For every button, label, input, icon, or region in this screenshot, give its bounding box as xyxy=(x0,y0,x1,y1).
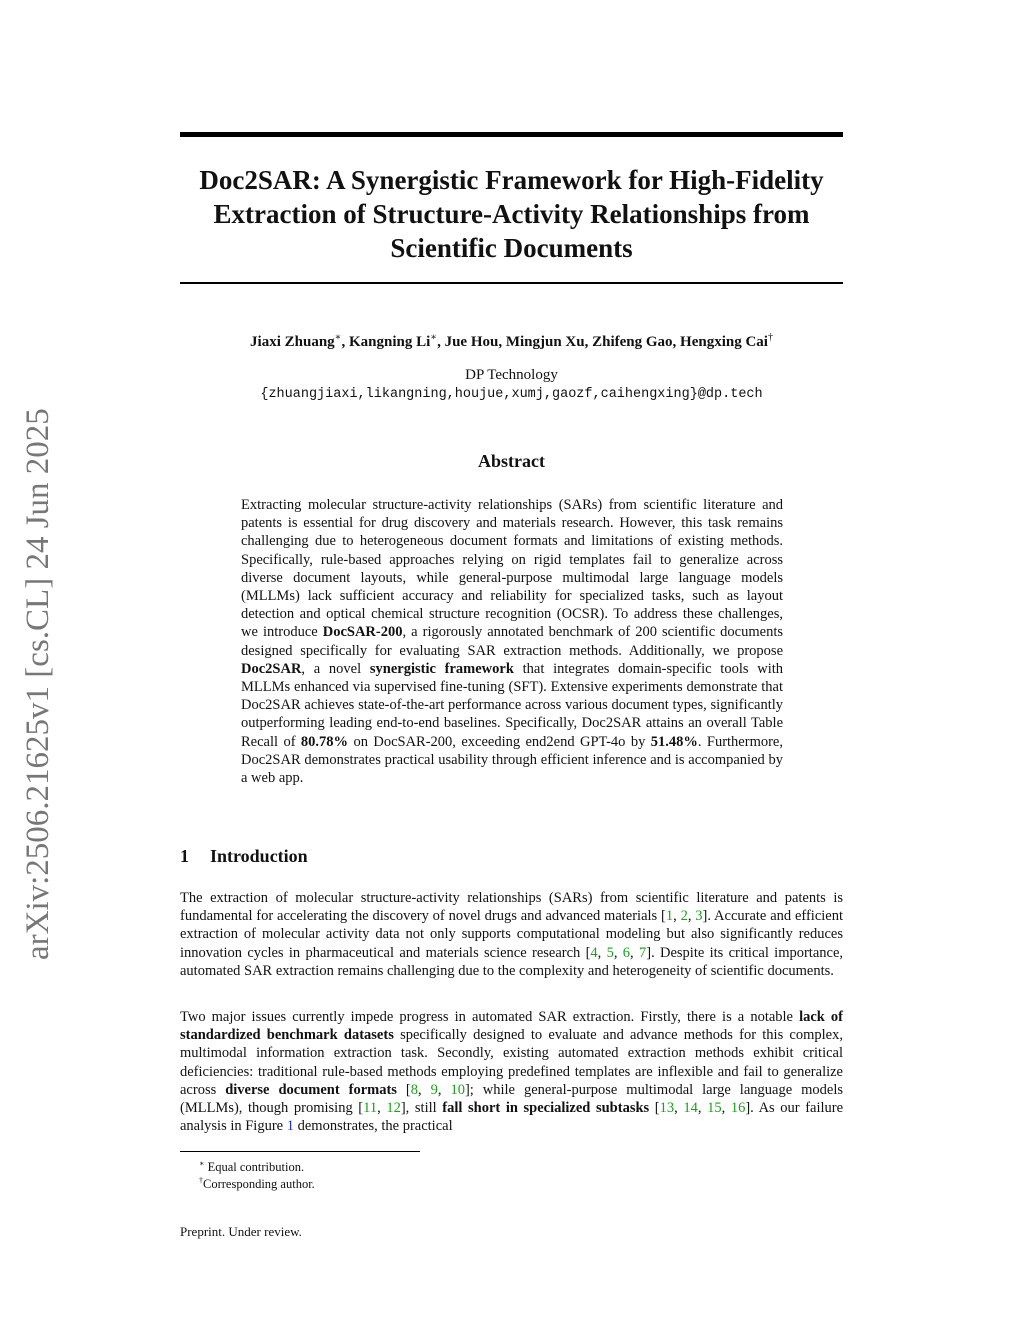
section-title: Introduction xyxy=(210,846,308,866)
abstract-bold-recall: 80.78% xyxy=(300,733,349,750)
text-span: [ xyxy=(396,1081,411,1098)
text-span: , xyxy=(613,944,623,961)
abstract-span: Extracting molecular structure-activity relationships (SARs) from scientific literature and patents is essential for drug discovery and materials research. However, this task remains challenging due to heterogeneous document formats and limitations of existing methods. Specifically, rule-based approaches relying on rigid templates fail to generalize across diverse document layouts, while general-purpose multimodal large language models (MLLMs) lack sufficient accuracy and reliability for specialized tasks, such as layout detection and optical chemical structure recognition (OCSR). To address these challenges, we introduce xyxy=(241,497,783,641)
text-span: demonstrates, the practical xyxy=(293,1118,453,1135)
footnote-text: Corresponding author. xyxy=(203,1177,315,1192)
citation-link[interactable]: 14 xyxy=(683,1100,698,1117)
text-span: , xyxy=(437,1081,451,1098)
text-span: , xyxy=(721,1100,731,1117)
title-line-2: Extraction of Structure-Activity Relationships from xyxy=(213,199,810,229)
intro-paragraph-1 xyxy=(180,889,843,980)
abstract-span: on DocSAR-200, exceeding end2end GPT-4o by xyxy=(348,733,651,750)
bold-phrase: fall short in specialized subtasks xyxy=(442,1100,650,1117)
abstract-bold-doc2sar: Doc2SAR xyxy=(241,660,302,677)
author-2: , Kangning Li xyxy=(341,334,431,350)
paper-title xyxy=(180,163,843,265)
title-line-1: Doc2SAR: A Synergistic Framework for High-Fidelity xyxy=(199,165,824,195)
citation-link[interactable]: 9 xyxy=(430,1081,438,1098)
text-span: ]. As our failure analysis in Figure xyxy=(180,1100,844,1135)
citation-link[interactable]: 11 xyxy=(363,1100,378,1117)
author-1: Jiaxi Zhuang xyxy=(250,334,335,350)
corresponding-mark: † xyxy=(767,332,773,343)
text-span: , xyxy=(418,1081,431,1098)
abstract-heading: Abstract xyxy=(478,451,545,471)
text-span: specifically designed to evaluate and advance methods for this complex, multimodal information extraction task. Secondly, existing automated extraction methods exhibit critical deficiencies: traditional rule-based methods employing predefined templates are inflexible and fail to generalize across xyxy=(180,1027,843,1098)
text-span: ], still xyxy=(400,1100,443,1117)
citation-link[interactable]: 7 xyxy=(638,944,647,961)
footnote-mark: ∗ xyxy=(199,1159,205,1168)
affiliation: DP Technology xyxy=(465,367,558,383)
figure-link[interactable]: 1 xyxy=(286,1118,294,1135)
text-span: , xyxy=(597,944,607,961)
text-span: ]. Despite its critical importance, automated SAR extraction remains challenging due to the complexity and heterogeneity of scientific documents. xyxy=(180,944,844,979)
title-bottom-rule xyxy=(180,282,843,284)
title-line-3: Scientific Documents xyxy=(390,233,633,263)
abstract-span: . Furthermore, Doc2SAR demonstrates practical usability through efficient inference and is accompanied by a web app. xyxy=(241,733,783,787)
abstract-bold-docsar200: DocSAR-200 xyxy=(322,624,403,641)
abstract-bold-framework: synergistic framework xyxy=(369,660,514,677)
abstract-bold-gain: 51.48% xyxy=(650,733,698,750)
citation-link[interactable]: 1 xyxy=(665,908,674,925)
text-span: , xyxy=(697,1100,708,1117)
arxiv-stamp: arXiv:2506.21625v1 [cs.CL] 24 Jun 2025 xyxy=(20,408,56,960)
preprint-notice: Preprint. Under review. xyxy=(180,1224,302,1239)
citation-link[interactable]: 15 xyxy=(707,1100,722,1117)
bold-phrase: lack of standardized benchmark datasets xyxy=(180,1009,844,1044)
citation-link[interactable]: 5 xyxy=(606,944,614,961)
author-list xyxy=(180,328,843,352)
text-span: , xyxy=(674,1100,684,1117)
abstract-span: , a novel xyxy=(301,660,370,677)
text-span: ]; while general-purpose multimodal large language models (MLLMs), though promising [ xyxy=(180,1081,843,1117)
title-top-rule xyxy=(180,132,843,137)
citation-link[interactable]: 6 xyxy=(622,944,631,961)
text-span: , xyxy=(630,944,639,961)
citation-link[interactable]: 2 xyxy=(680,908,688,925)
text-span: The extraction of molecular structure-activity relationships (SARs) from scientific literature and patents is fundamental for accelerating the discovery of novel drugs and advanced materials [ xyxy=(180,890,843,925)
bold-phrase: diverse document formats xyxy=(225,1081,397,1098)
footnote-text: Equal contribution. xyxy=(204,1160,305,1175)
author-2-mark: ∗ xyxy=(430,332,438,343)
abstract-text xyxy=(241,496,783,787)
text-span: , xyxy=(673,908,681,925)
affiliation-block xyxy=(180,366,843,404)
citation-link[interactable]: 3 xyxy=(695,908,703,925)
citation-link[interactable]: 16 xyxy=(730,1100,746,1117)
author-1-mark: ∗ xyxy=(334,332,342,343)
citation-link[interactable]: 10 xyxy=(450,1081,465,1098)
citation-link[interactable]: 4 xyxy=(590,944,598,961)
citation-link[interactable]: 13 xyxy=(659,1100,675,1117)
text-span: [ xyxy=(649,1100,660,1117)
author-emails: {zhuangjiaxi,likangning,houjue,xumj,gaozf,caihengxing}@dp.tech xyxy=(260,387,763,402)
citation-link[interactable]: 8 xyxy=(410,1081,419,1098)
citation-link[interactable]: 12 xyxy=(386,1100,401,1117)
abstract-span: that integrates domain-specific tools with MLLMs enhanced via supervised fine-tuning (SFT). Extensive experiments demonstrate that Doc2SAR achieves state-of-the-art performance across various document types, significantly outperforming leading end-to-end baselines. Specifically, Doc2SAR attains an overall Table Recall of xyxy=(241,660,783,750)
other-authors: , Jue Hou, Mingjun Xu, Zhifeng Gao, Hengxing Cai xyxy=(437,334,768,350)
footnote-mark: † xyxy=(199,1176,203,1185)
abstract-span: , a rigorously annotated benchmark of 200 scientific documents designed specifically for evaluating SAR extraction methods. Additionally, we propose xyxy=(241,624,783,659)
text-span: , xyxy=(687,908,696,925)
section-heading-introduction xyxy=(180,846,843,867)
text-span: , xyxy=(377,1100,387,1117)
section-number: 1 xyxy=(180,846,189,866)
footnote-corresponding xyxy=(199,1173,315,1192)
text-span: ]. Accurate and efficient extraction of molecular activity data not only supports computational modeling but also significantly reduces innovation cycles in pharmaceutical and materials science research [ xyxy=(180,908,844,961)
text-span: Two major issues currently impede progress in automated SAR extraction. Firstly, there is a notable xyxy=(180,1009,800,1025)
intro-paragraph-2 xyxy=(180,1008,843,1135)
footnote-rule xyxy=(180,1151,420,1152)
